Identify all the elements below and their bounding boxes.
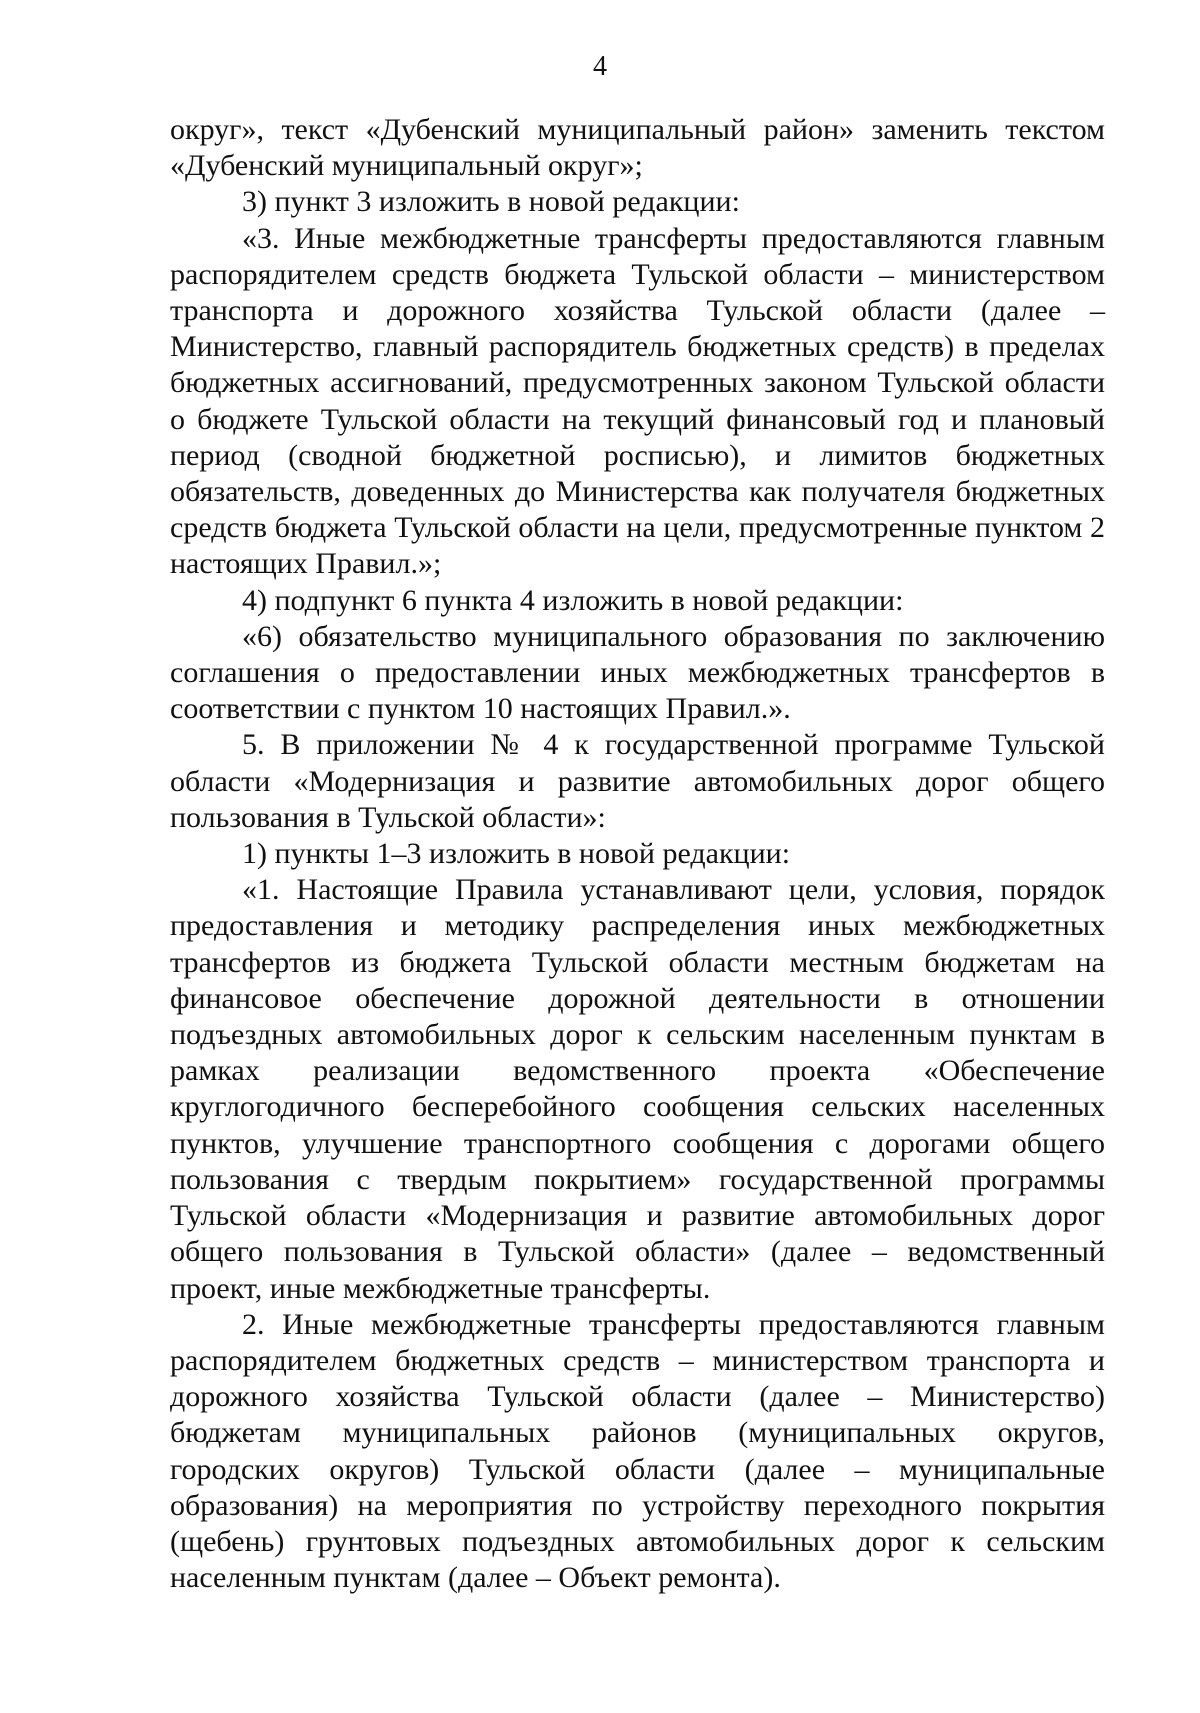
paragraph-continuation: округ», текст «Дубенский муниципальный район» заменить текстом «Дубенский муниципальный округ»;: [170, 113, 1105, 183]
page-number: 4: [593, 51, 607, 82]
paragraph-point-2-text: 2. Иные межбюджетные трансферты предоставляются главным распорядителем бюджетных средств – министерством транспорта и дорожного хозяйства Тульской области (далее – Министерство) бюджетам муниципальных районов (муниципальных округов, городских округов) Тульской области (далее – муниципальные образования) на мероприятия по устройству переходного покрытия (щебень) грунтовых подъездных автомобильных дорог к сельским населенным пунктам (далее – Объект ремонта).: [170, 1307, 1105, 1595]
paragraph-section-5: 5. В приложении № 4 к государственной программе Тульской области «Модернизация и развитие автомобильных дорог общего пользования в Тульской области»:: [170, 728, 1105, 834]
paragraph-point-1-text: «1. Настоящие Правила устанавливают цели, условия, порядок предоставления и методику распределения иных межбюджетных трансфертов из бюджета Тульской области местным бюджетам на финансовое обеспечение дорожной деятельности в отношении подъездных автомобильных дорог к сельским населенным пунктам в рамках реализации ведомственного проекта «Обеспечение круглогодичного бесперебойного сообщения сельских населенных пунктов, улучшение транспортного сообщения с дорогами общего пользования с твердым покрытием» государственной программы Тульской области «Модернизация и развитие автомобильных дорог общего пользования в Тульской области» (далее – ведомственный проект, иные межбюджетные трансферты.: [170, 873, 1105, 1305]
paragraph-item-3: 3) пункт 3 изложить в новой редакции:: [242, 185, 740, 219]
paragraph-item-1: 1) пункты 1–3 изложить в новой редакции:: [242, 837, 791, 871]
paragraph-subpoint-6-text: «6) обязательство муниципального образования по заключению соглашения о предоставлении иных межбюджетных трансфертов в соответствии с пунктом 10 настоящих Правил.».: [170, 619, 1105, 726]
paragraph-point-3-text: «3. Иные межбюджетные трансферты предоставляются главным распорядителем средств бюджета Тульской области – министерством транспорта и дорожного хозяйства Тульской области (далее – Министерство, главный распорядитель бюджетных средств) в пределах бюджетных ассигнований, предусмотренных законом Тульской области о бюджете Тульской области на текущий финансовый год и плановый период (сводной бюджетной росписью), и лимитов бюджетных обязательств, доведенных до Министерства как получателя бюджетных средств бюджета Тульской области на цели, предусмотренные пунктом 2 настоящих Правил.»;: [170, 221, 1105, 581]
paragraph-item-4: 4) подпункт 6 пункта 4 изложить в новой редакции:: [242, 583, 904, 617]
document-body: [170, 112, 1105, 1596]
